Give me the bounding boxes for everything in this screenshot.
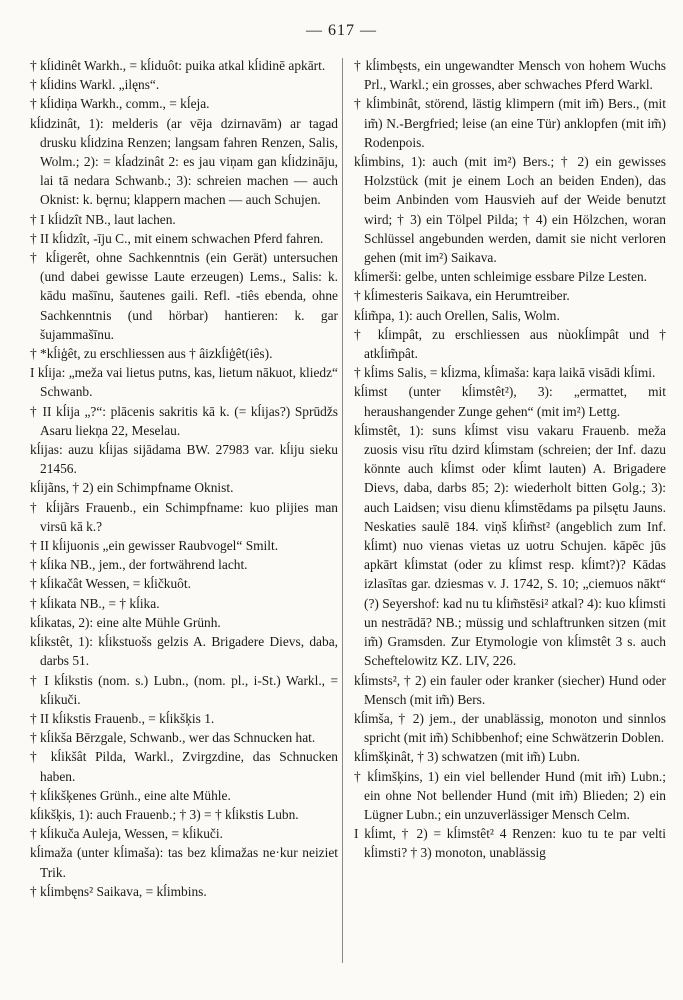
dictionary-entry: † kĺidiņa Warkh., comm., = kĺeja. [30, 96, 210, 112]
dictionary-entry: kĺimša, † 2) jem., der unablässig, monoton und sinnlos spricht (mit im̃) Schibbenhof; eine Schwätzerin Doblen. [354, 710, 666, 746]
dictionary-entry: kĺimaža (unter kĺimaša): tas bez kĺimažas ne·kur neiziet Trik. [30, 845, 338, 880]
dictionary-entry: † kĺikačât Wessen, = kĺičkuôt. [30, 576, 191, 592]
dictionary-entry: † kĺika NB., jem., der fortwährend lacht. [30, 557, 248, 573]
dictionary-entry: † kĺims Salis, = kĺizma, kĺimaša: kaŗa laikā visādi kĺimi. [354, 365, 656, 381]
dictionary-entry: kĺimšķinât, † 3) schwatzen (mit im̃) Lubn. [354, 749, 581, 765]
dictionary-entry: I kĺija: „meža vai lietus putns, kas, lietum nākuot, kliedz“ Schwanb. [30, 365, 338, 400]
dictionary-entry: † kĺijãrs Frauenb., ein Schimpfname: kuo plijies man virsū kā k.? [30, 499, 338, 534]
dictionary-entry: kĺimerši: gelbe, unten schleimige essbare Pilze Lesten. [354, 269, 648, 285]
right-column [354, 56, 666, 863]
dictionary-entry: † II kĺijuonis „ein gewisser Raubvogel“ Smilt. [30, 538, 279, 554]
dictionary-entry: † kĺimbęns² Saikava, = kĺimbins. [30, 883, 207, 899]
dictionary-entry: kĺijas: auzu kĺijas sijādama BW. 27983 var. kĺiju sieku 21456. [30, 442, 338, 477]
dictionary-entry: kĺikstêt, 1): kĺikstuošs gelzis A. Brigadere Dievs, daba, darbs 51. [30, 634, 338, 669]
dictionary-entry: kĺidzinât, 1): melderis (ar vēja dzirnavām) ar tagad drusku kĺidzina Renzen; langsam fahren Renzen, Salis, Wolm.; 2): = kĺadzinât 2: es jau viņam gan kĺidzināju, lai tā nedara Schwanb.; 3): schreien machen — auch Oknist: k. bęrnu; klappern machen — auch Schujen. [30, 115, 338, 208]
dictionary-entry: † kĺimpât, zu erschliessen aus nùokĺimpât und † atkĺim̃pât. [354, 326, 666, 362]
dictionary-entry: † kĺikšķenes Grünh., eine alte Mühle. [30, 787, 231, 803]
dictionary-entry: † kĺidinêt Warkh., = kĺiduôt: puika atkal kĺidinē apkārt. [30, 58, 326, 73]
dictionary-entry: kĺimbins, 1): auch (mit im²) Bers.; † 2) ein gewisses Holzstück (mit je einem Loch an beiden Enden), das beim Anbinden vom Hausvieh auf der Weide benutzt wird; † 3) ein Tölpel Pilda; † 4) ein Hölzchen, woran Schlüssel angebunden werden, damit sie nicht verloren gehen (mit im²) Saikava. [354, 154, 666, 266]
dictionary-entry: † kĺikata NB., = † kĺika. [30, 595, 160, 611]
dictionary-entry: kĺikšķis, 1): auch Frauenb.; † 3) = † kĺikstis Lubn. [30, 806, 299, 822]
dictionary-entry: † II kĺija „?“: plācenis sakritis kā k. (= kĺijas?) Sprūdžs Asaru liekņa 22, Meselau. [30, 403, 338, 438]
dictionary-entry: kĺijãns, † 2) ein Schimpfname Oknist. [30, 480, 234, 496]
dictionary-entry: † kĺikšât Pilda, Warkl., Zvirgzdine, das Schnucken haben. [30, 749, 338, 784]
dictionary-entry: † kĺimbęsts, ein ungewandter Mensch von hohem Wuchs Prl., Warkl.; ein grosses, aber schwaches Pferd Warkl. [354, 58, 666, 93]
dictionary-entry: † II kĺikstis Frauenb., = kĺikšķis 1. [30, 710, 215, 726]
dictionary-entry: † *kĺiģêt, zu erschliessen aus † âizkĺiģêt(iês). [30, 346, 273, 362]
left-column [30, 56, 338, 901]
dictionary-entry: I kĺimt, † 2) = kĺimstêt² 4 Renzen: kuo tu te par velti kĺimsti? † 3) monoton, unablässig [354, 826, 666, 861]
dictionary-entry: † kĺikuča Auleja, Wessen, = kĺikuči. [30, 826, 223, 842]
dictionary-entry: kĺim̃pa, 1): auch Orellen, Salis, Wolm. [354, 307, 560, 323]
dictionary-entry: kĺikatas, 2): eine alte Mühle Grünh. [30, 614, 221, 630]
dictionary-entry: kĺimstêt, 1): suns kĺimst visu vakaru Frauenb. meža zuosis visu rītu dzird kĺimstam (schreien; der Inf. dazu könnte auch kĺimst oder kĺimt lauten) A. Brigadere Dievs, daba, darbs 85; 2): wiederholt bitten Golg.; 3): auch Laidsen; visu dienu kĺimstēdams pa pilsętu Jauns. Neskaties saulē 184. viņš kĺim̃st² (angeblich zum Inf. kĺimt) nuo vienas vietas uz uotru Schujen. kāpēc jūs apkārt kĺimstat (oder zu kĺimst resp. kĺimt?)? Kādas izlasītas gar. dziesmas v. J. 1742, S. 10; „ciemuos nākt“ (?) Seyershof: kad nu tu kĺim̃stēsi² atkal? 4): kuo kĺimsti un nestrādā? NB.; müssig und schlaftrunken sitzen (mit im̃) Gramsden. Zur Etymologie von kĺimstêt 3 s. auch Scheftelowitz KZ. LIV, 226. [354, 422, 666, 669]
dictionary-entry: † kĺikša Bērzgale, Schwanb., wer das Schnucken hat. [30, 730, 316, 746]
dictionary-entry: † kĺimesteris Saikava, ein Herumtreiber. [354, 288, 570, 304]
dictionary-entry: † kĺigerêt, ohne Sachkenntnis (ein Gerät) untersuchen (und dabei gewisse Laute erzeugen) Lems., Salis: k. kādu mašīnu, šautenes gaili. Refl. -tiês ebenda, ohne Sachkenntnis (und hörbar) hantieren: k. gar šujammašīnu. [30, 250, 338, 342]
dictionary-entry: † I kĺidzît NB., laut lachen. [30, 211, 176, 227]
dictionary-entry: † kĺimšķins, 1) ein viel bellender Hund (mit im̃) Lubn.; ein ohne Not bellender Hund (mit im̃) Blieden; 2) ein Lügner Lubn.; ein unzuverlässiger Mensch Celm. [354, 768, 666, 822]
dictionary-entry: kĺimsts², † 2) ein fauler oder kranker (siecher) Hund oder Mensch (mit im̃) Bers. [354, 672, 666, 707]
dictionary-entry: † kĺidins Warkl. „ilęns“. [30, 77, 160, 93]
dictionary-entry: kĺimst (unter kĺimstêt²), 3): „ermattet, mit heraushangender Zunge gehen“ (mit im²) Lettg. [354, 384, 666, 419]
column-divider [342, 58, 343, 963]
page-number: — 617 — [306, 22, 377, 39]
dictionary-entry: † II kĺidzît, -īju C., mit einem schwachen Pferd fahren. [30, 230, 324, 246]
dictionary-entry: † I kĺikstis (nom. s.) Lubn., (nom. pl., i-St.) Warkl., = kĺikuči. [30, 672, 338, 707]
dictionary-entry: † kĺimbinât, störend, lästig klimpern (mit im̃) Bers., (mit im̃) N.-Bergfried; leise (an eine Tür) anklopfen (mit im̃) Rodenpois. [354, 96, 666, 150]
